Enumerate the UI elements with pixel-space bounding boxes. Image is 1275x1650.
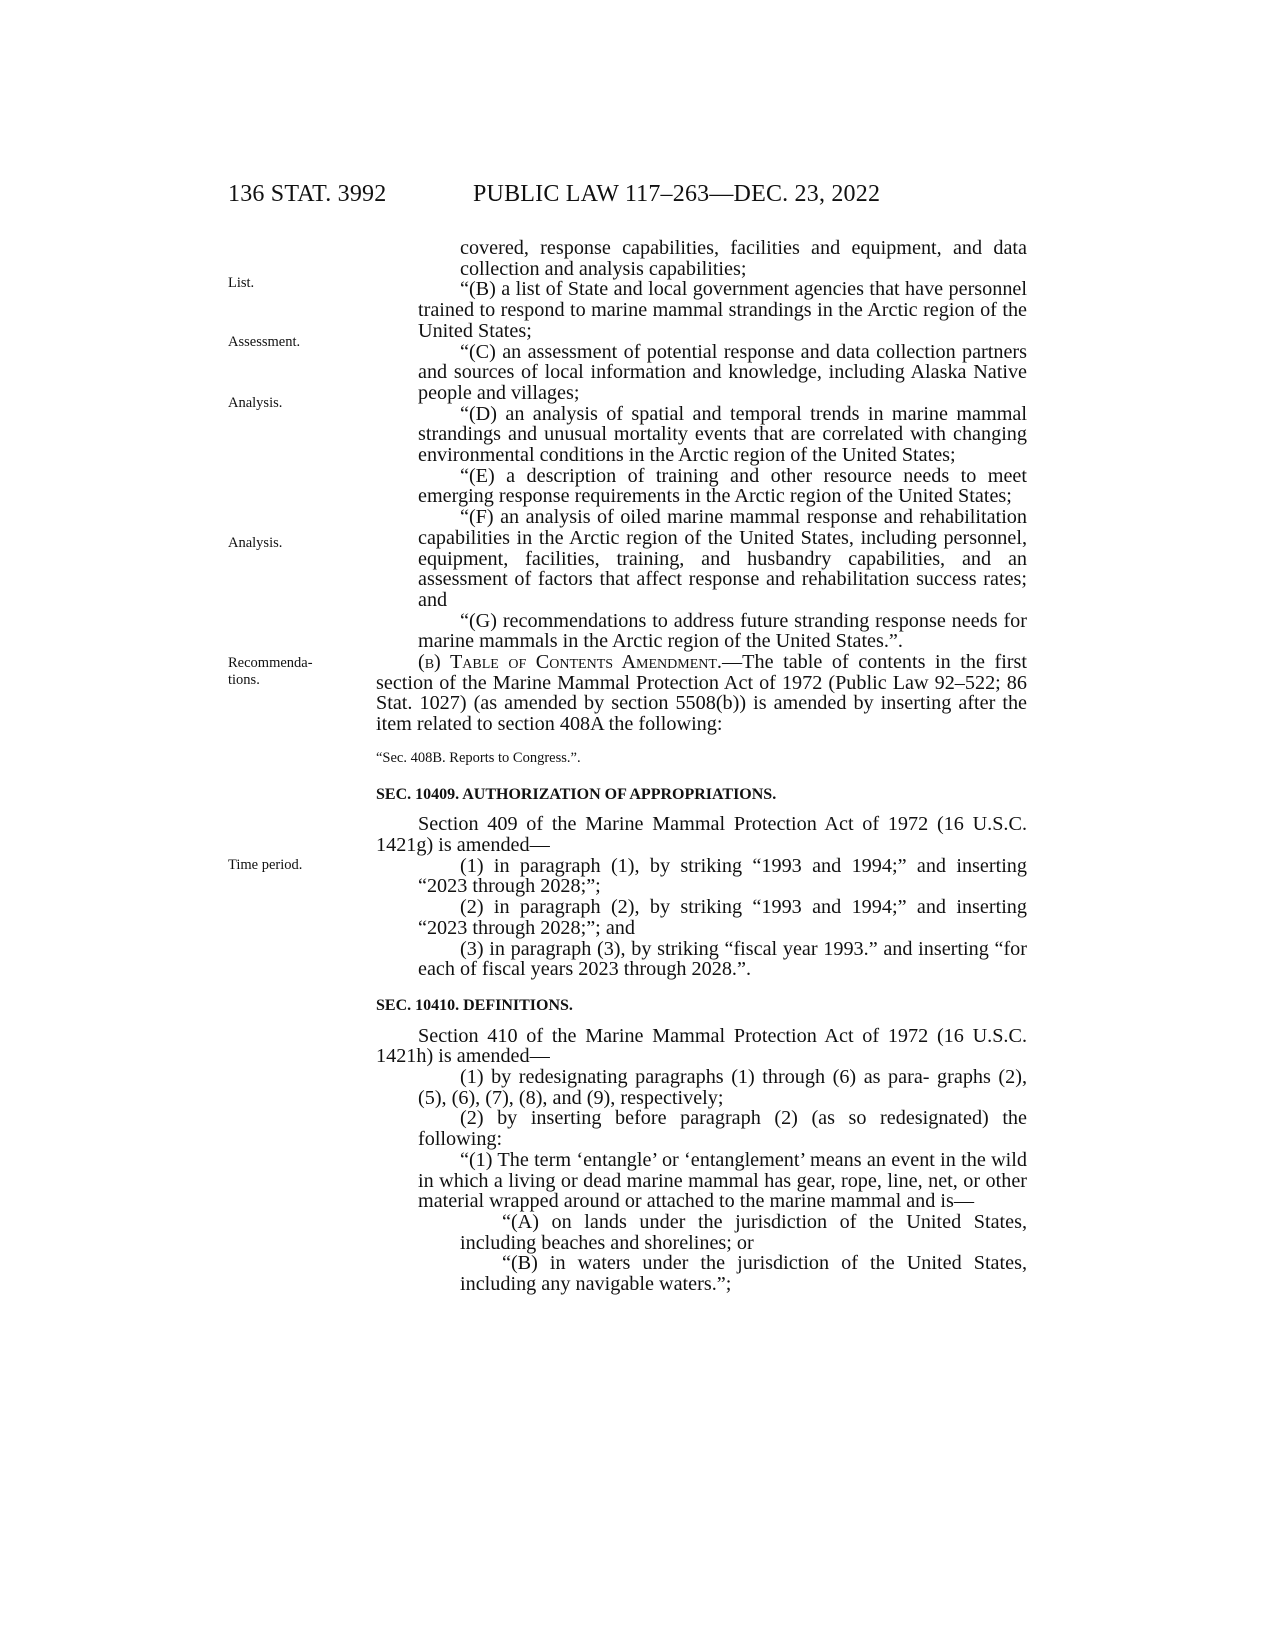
- paragraph-continuation: covered, response capabilities, facilities and equipment, and data collection and analysis capabilities;: [460, 237, 1027, 280]
- margin-note-analysis: Analysis.: [228, 395, 283, 411]
- section-heading-10409: SEC. 10409. AUTHORIZATION OF APPROPRIATIONS.: [376, 785, 777, 803]
- subsection-b-heading: (b) Table of Contents Amendment.: [418, 651, 722, 674]
- section-409-intro: Section 409 of the Marine Mammal Protection Act of 1972 (16 U.S.C. 1421g) is amended—: [376, 813, 1027, 856]
- margin-note-recommendations: Recommenda- tions.: [228, 655, 313, 688]
- paragraph-E: “(E) a description of training and other resource needs to meet emerging response requirements in the Arctic region of the United States;: [418, 464, 1027, 508]
- margin-note-time-period: Time period.: [228, 857, 303, 873]
- section-409-item-1: (1) in paragraph (1), by striking “1993 and 1994;” and inserting “2023 through 2028;”;: [418, 854, 1027, 898]
- running-header: PUBLIC LAW 117–263—DEC. 23, 2022: [473, 181, 881, 207]
- section-409-item-3: (3) in paragraph (3), by striking “fiscal year 1993.” and inserting “for each of fiscal years 2023 through 2028.”.: [418, 937, 1027, 981]
- toc-item: “Sec. 408B. Reports to Congress.”.: [376, 749, 581, 766]
- section-410-definition-1: “(1) The term ‘entangle’ or ‘entanglement’ means an event in the wild in which a living or dead marine mammal has gear, rope, line, net, or other material wrapped around or attached to the marine mammal and is—: [418, 1148, 1027, 1213]
- paragraph-B: “(B) a list of State and local government agencies that have personnel trained to respond to marine mammal strandings in the Arctic region of the United States;: [418, 278, 1027, 342]
- section-410-item-2: (2) by inserting before paragraph (2) (as so redesignated) the following:: [418, 1107, 1027, 1151]
- page-stat-citation: 136 STAT. 3992: [228, 181, 387, 207]
- subsection-b: [376, 652, 1027, 735]
- margin-note-assessment: Assessment.: [228, 334, 301, 350]
- document-body: [376, 238, 1027, 1295]
- section-410-intro: Section 410 of the Marine Mammal Protection Act of 1972 (16 U.S.C. 1421h) is amended—: [376, 1024, 1027, 1068]
- section-410-item-1: (1) by redesignating paragraphs (1) through (6) as para- graphs (2), (5), (6), (7), (8), and (9), respectively;: [418, 1066, 1027, 1109]
- margin-note-analysis-2: Analysis.: [228, 535, 283, 551]
- subsection-b-text: —The table of contents in the first section of the Marine Mammal Protection Act of 1972 (Public Law 92–522; 86 Stat. 1027) (as amended by section 5508(b)) is amended by inserting after the item related to section 408A the following:: [376, 651, 1027, 736]
- section-410-definition-B: “(B) in waters under the jurisdiction of the United States, including any navigable waters.”;: [460, 1252, 1027, 1296]
- paragraph-D: “(D) an analysis of spatial and temporal trends in marine mammal strandings and unusual mortality events that are correlated with changing environmental conditions in the Arctic region of the United States;: [418, 402, 1027, 467]
- margin-note-list: List.: [228, 275, 255, 291]
- section-heading-10410: SEC. 10410. DEFINITIONS.: [376, 996, 573, 1014]
- section-409-item-2: (2) in paragraph (2), by striking “1993 and 1994;” and inserting “2023 through 2028;”; and: [418, 896, 1027, 939]
- paragraph-F: “(F) an analysis of oiled marine mammal response and rehabilitation capabilities in the Arctic region of the United States, including personnel, equipment, facilities, training, and husbandry capabilities, and an assessment of factors that affect response and rehabilitation success rates; and: [418, 506, 1027, 611]
- paragraph-G: “(G) recommendations to address future stranding response needs for marine mammals in the Arctic region of the United States.”.: [418, 609, 1027, 653]
- section-410-definition-A: “(A) on lands under the jurisdiction of the United States, including beaches and shorelines; or: [460, 1210, 1027, 1254]
- paragraph-C: “(C) an assessment of potential response and data collection partners and sources of local information and knowledge, including Alaska Native people and villages;: [418, 340, 1027, 404]
